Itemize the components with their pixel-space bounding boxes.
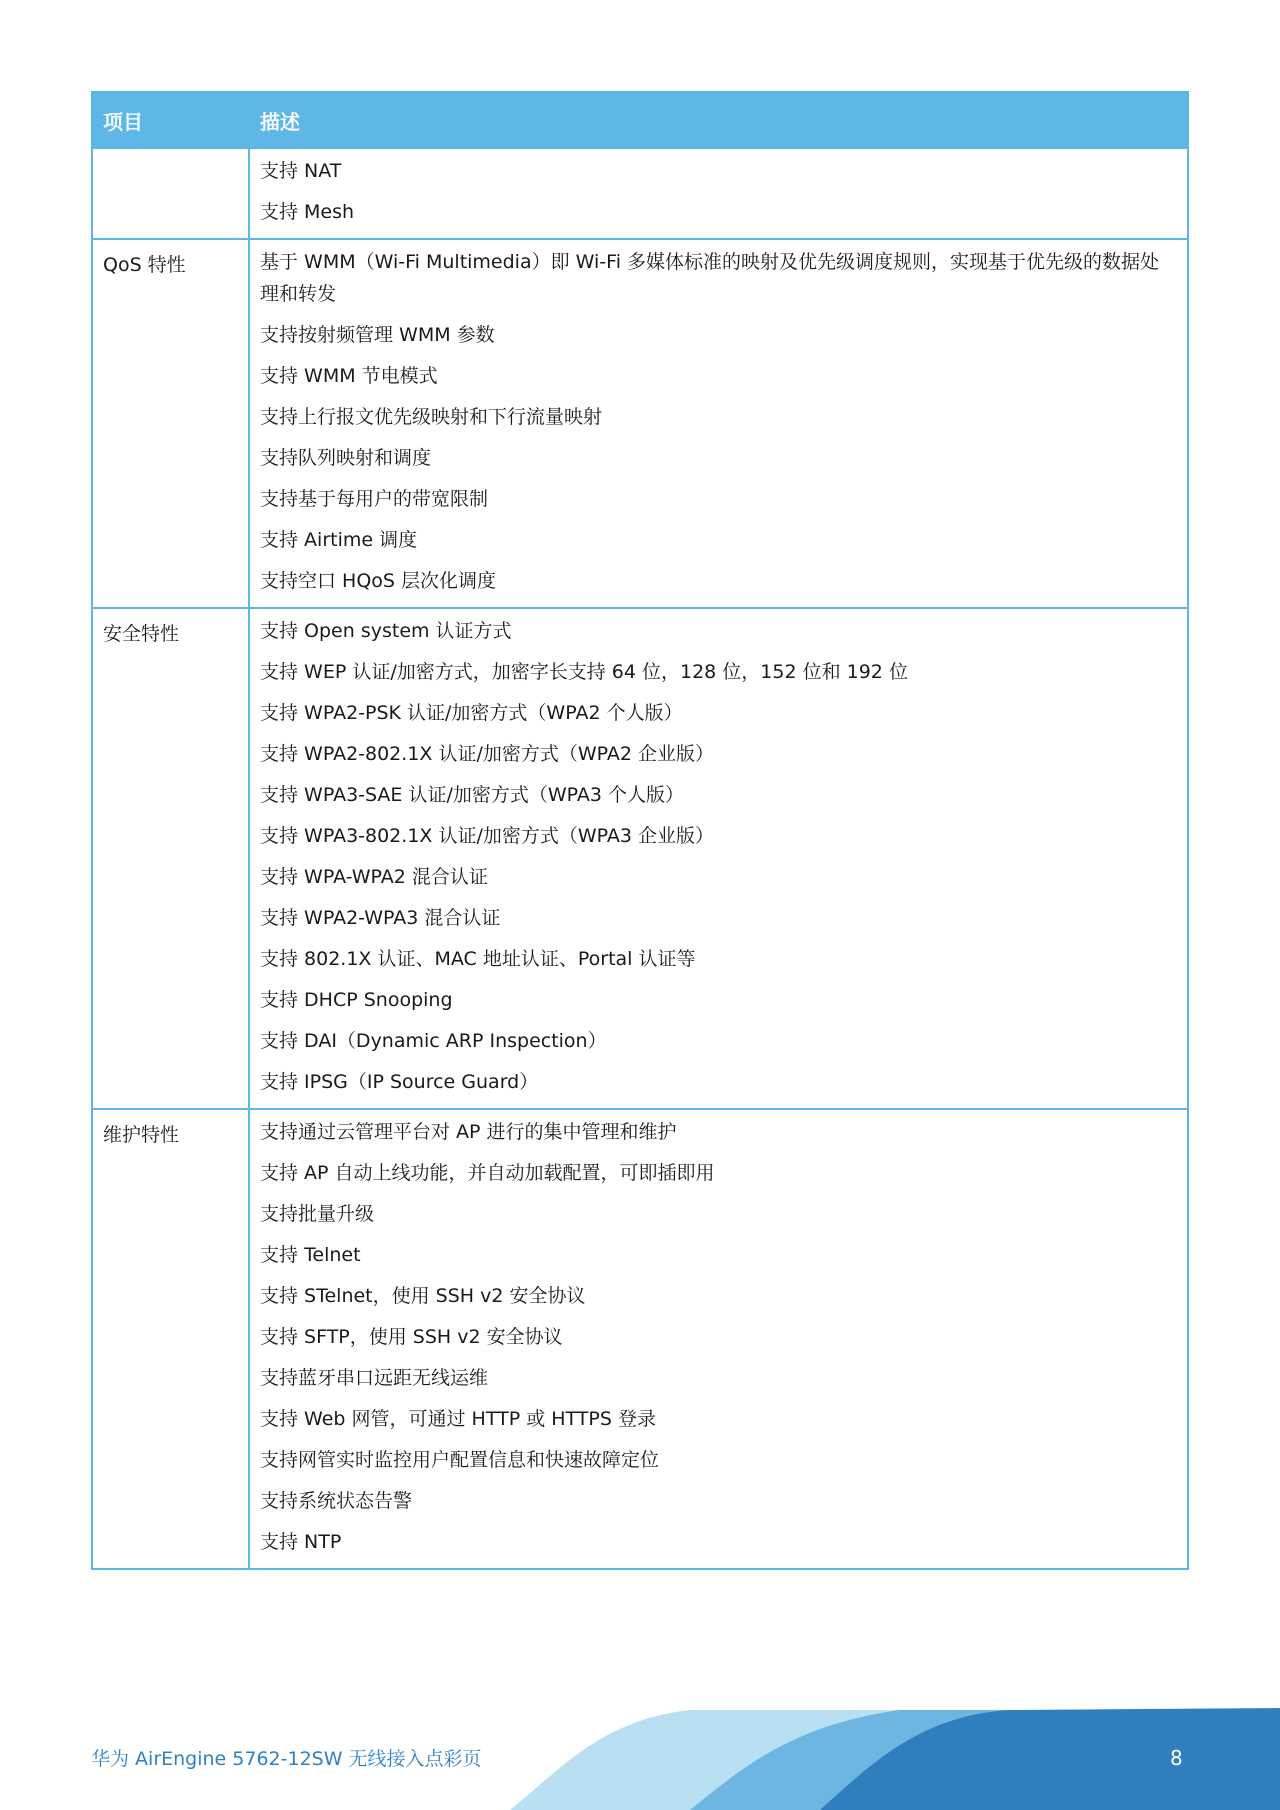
description-item: 支持上行报文优先级映射和下行流量映射 xyxy=(260,406,603,428)
description-item: 支持批量升级 xyxy=(260,1203,375,1225)
description-list xyxy=(260,615,1177,1098)
description-item: 支持 DHCP Snooping xyxy=(260,989,453,1011)
description-item: 支持 Mesh xyxy=(260,201,355,223)
table-body xyxy=(92,148,1188,1569)
table-header-row xyxy=(92,92,1188,148)
item-cell xyxy=(92,239,249,608)
item-label: 安全特性 xyxy=(103,623,180,645)
description-item: 支持 NTP xyxy=(260,1531,342,1553)
description-item: 支持 Open system 认证方式 xyxy=(260,620,512,642)
item-label: 维护特性 xyxy=(103,1124,180,1146)
description-item: 支持 WPA3-SAE 认证/加密方式（WPA3 个人版） xyxy=(260,784,685,806)
description-list xyxy=(260,1116,1177,1558)
description-item: 支持 WEP 认证/加密方式，加密字长支持 64 位，128 位，152 位和 192 位 xyxy=(260,661,908,683)
item-cell xyxy=(92,148,249,239)
description-item: 支持 AP 自动上线功能，并自动加载配置，可即插即用 xyxy=(260,1162,715,1184)
description-item: 基于 WMM（Wi-Fi Multimedia）即 Wi-Fi 多媒体标准的映射及优先级调度规则，实现基于优先级的数据处理和转发 xyxy=(260,251,1160,305)
description-item: 支持蓝牙串口远距无线运维 xyxy=(260,1367,489,1389)
item-cell xyxy=(92,608,249,1109)
description-item: 支持 WMM 节电模式 xyxy=(260,365,438,387)
description-item: 支持网管实时监控用户配置信息和快速故障定位 xyxy=(260,1449,660,1471)
description-cell xyxy=(249,1109,1188,1569)
description-item: 支持 Telnet xyxy=(260,1244,361,1266)
description-item: 支持 SFTP，使用 SSH v2 安全协议 xyxy=(260,1326,563,1348)
description-item: 支持 WPA2-WPA3 混合认证 xyxy=(260,907,501,929)
page-number: 8 xyxy=(1170,1746,1183,1770)
description-item: 支持队列映射和调度 xyxy=(260,447,432,469)
description-list xyxy=(260,155,1177,228)
header-item: 项目 xyxy=(92,92,249,148)
description-list xyxy=(260,246,1177,597)
description-item: 支持 DAI（Dynamic ARP Inspection） xyxy=(260,1030,607,1052)
description-item: 支持 STelnet，使用 SSH v2 安全协议 xyxy=(260,1285,586,1307)
description-item: 支持 WPA2-802.1X 认证/加密方式（WPA2 企业版） xyxy=(260,743,715,765)
item-label: QoS 特性 xyxy=(103,254,186,276)
description-item: 支持 IPSG（IP Source Guard） xyxy=(260,1071,539,1093)
table-row xyxy=(92,1109,1188,1569)
table-row xyxy=(92,608,1188,1109)
table-row xyxy=(92,148,1188,239)
description-item: 支持 WPA3-802.1X 认证/加密方式（WPA3 企业版） xyxy=(260,825,715,847)
description-item: 支持 Web 网管，可通过 HTTP 或 HTTPS 登录 xyxy=(260,1408,656,1430)
item-cell xyxy=(92,1109,249,1569)
description-item: 支持 WPA2-PSK 认证/加密方式（WPA2 个人版） xyxy=(260,702,683,724)
description-item: 支持 WPA-WPA2 混合认证 xyxy=(260,866,488,888)
description-item: 支持基于每用户的带宽限制 xyxy=(260,488,489,510)
table-row xyxy=(92,239,1188,608)
description-item: 支持按射频管理 WMM 参数 xyxy=(260,324,495,346)
spec-table xyxy=(91,91,1189,1570)
page-footer xyxy=(0,1700,1280,1810)
description-item: 支持空口 HQoS 层次化调度 xyxy=(260,570,497,592)
description-item: 支持 Airtime 调度 xyxy=(260,529,418,551)
footer-title: 华为 AirEngine 5762-12SW 无线接入点彩页 xyxy=(91,1748,482,1770)
description-cell xyxy=(249,148,1188,239)
description-item: 支持 NAT xyxy=(260,160,342,182)
description-item: 支持通过云管理平台对 AP 进行的集中管理和维护 xyxy=(260,1121,677,1143)
header-description: 描述 xyxy=(249,92,1188,148)
description-item: 支持系统状态告警 xyxy=(260,1490,413,1512)
item-label xyxy=(103,155,238,159)
description-item: 支持 802.1X 认证、MAC 地址认证、Portal 认证等 xyxy=(260,948,696,970)
description-cell xyxy=(249,239,1188,608)
description-cell xyxy=(249,608,1188,1109)
